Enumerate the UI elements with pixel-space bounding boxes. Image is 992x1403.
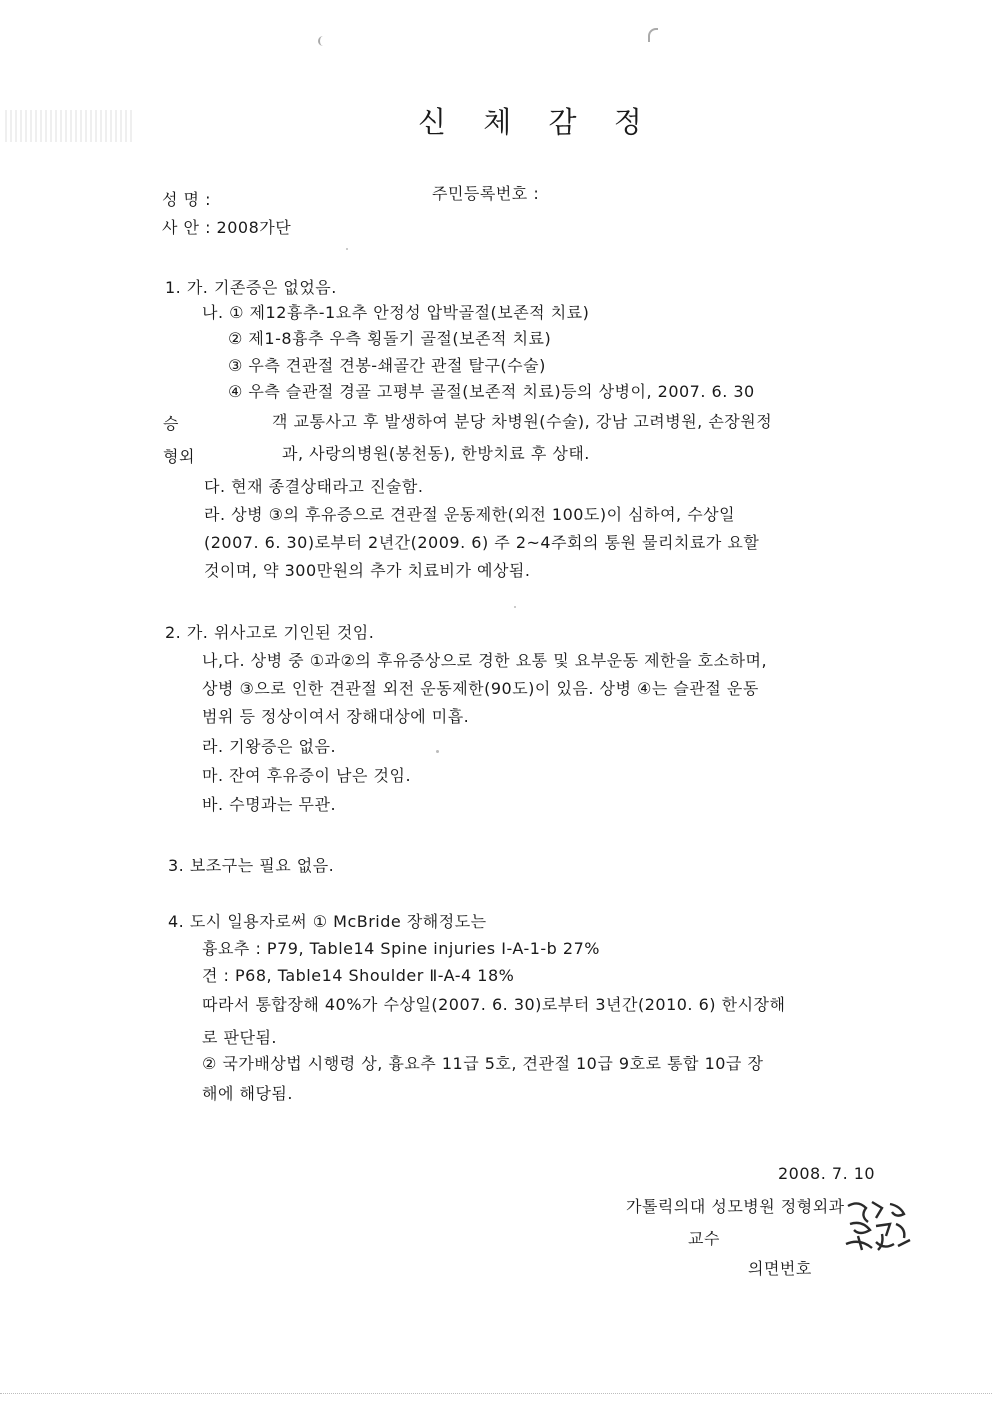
scan-speck [318, 36, 326, 46]
s4-line-3: 견 : P68, Table14 Shoulder Ⅱ-A-4 18% [202, 966, 515, 985]
s1-line-7: 과, 사랑의병원(봉천동), 한방치료 후 상태. [282, 444, 590, 463]
s1-line-6-prefix: 승 [163, 414, 179, 433]
s3-line-1: 3. 보조구는 필요 없음. [168, 856, 335, 875]
scan-speck [648, 28, 658, 42]
s1-line-11: 것이며, 약 300만원의 추가 치료비가 예상됨. [204, 561, 531, 580]
scan-speck [346, 248, 348, 250]
s2-line-7: 바. 수명과는 무관. [202, 795, 337, 814]
scan-speck [436, 750, 439, 753]
hospital-name: 가톨릭의대 성모병원 정형외과 [626, 1197, 845, 1216]
case-label: 사 안 : 2008가단 [162, 218, 292, 237]
resident-number-label: 주민등록번호 : [432, 184, 540, 203]
document-date: 2008. 7. 10 [778, 1164, 876, 1183]
s4-line-7: 해에 해당됨. [202, 1084, 293, 1103]
s1-line-10: (2007. 6. 30)로부터 2년간(2009. 6) 주 2~4주회의 통원 물리치료가 요할 [204, 533, 760, 552]
s4-line-6: ② 국가배상법 시행령 상, 흉요추 11급 5호, 견관절 10급 9호로 통합 10급 장 [202, 1054, 764, 1073]
name-label: 성 명 : [162, 190, 211, 209]
s1-line-9: 라. 상병 ③의 후유증으로 견관절 운동제한(외전 100도)이 심하여, 수상일 [204, 505, 736, 524]
s4-line-1: 4. 도시 일용자로써 ① McBride 장해정도는 [168, 912, 487, 931]
s1-line-3: ② 제1-8흉추 우측 횡돌기 골절(보존적 치료) [228, 329, 552, 348]
position-label: 교수 [688, 1229, 720, 1248]
seal-stamp [842, 1196, 916, 1258]
s4-line-2: 흉요추 : P79, Table14 Spine injuries Ⅰ-A-1-b 27% [202, 939, 600, 958]
s2-line-4: 범위 등 정상이여서 장해대상에 미흡. [202, 707, 470, 726]
s2-line-1: 2. 가. 위사고로 기인된 것임. [165, 623, 375, 642]
s4-line-5: 로 판단됨. [202, 1028, 277, 1047]
page-bottom-border [0, 1393, 992, 1394]
s1-line-1: 1. 가. 기존증은 없었음. [165, 278, 337, 297]
document-title: 신 체 감 정 [418, 105, 656, 139]
scan-noise [5, 110, 135, 142]
s2-line-6: 마. 잔여 후유증이 남은 것임. [202, 766, 412, 785]
license-number-label: 의면번호 [748, 1259, 812, 1278]
s4-line-4: 따라서 통합장해 40%가 수상일(2007. 6. 30)로부터 3년간(2010. 6) 한시장해 [202, 995, 786, 1014]
scan-speck [514, 606, 516, 608]
s2-line-2: 나,다. 상병 중 ①과②의 후유증상으로 경한 요통 및 요부운동 제한을 호소하며, [202, 651, 768, 670]
s1-line-8: 다. 현재 종결상태라고 진술함. [204, 477, 424, 496]
s1-line-6: 객 교통사고 후 발생하여 분당 차병원(수술), 강남 고려병원, 손장원정 [272, 412, 773, 431]
s1-line-4: ③ 우측 견관절 견봉-쇄골간 관절 탈구(수술) [228, 356, 546, 375]
s2-line-3: 상병 ③으로 인한 견관절 외전 운동제한(90도)이 있음. 상병 ④는 슬관절 운동 [202, 679, 759, 698]
s1-line-5: ④ 우측 슬관절 경골 고평부 골절(보존적 치료)등의 상병이, 2007. 6. 30 [228, 382, 755, 401]
s1-line-2: 나. ① 제12흉추-1요추 안정성 압박골절(보존적 치료) [202, 303, 590, 322]
s2-line-5: 라. 기왕증은 없음. [202, 737, 337, 756]
s1-line-7-prefix: 형외 [163, 447, 195, 466]
